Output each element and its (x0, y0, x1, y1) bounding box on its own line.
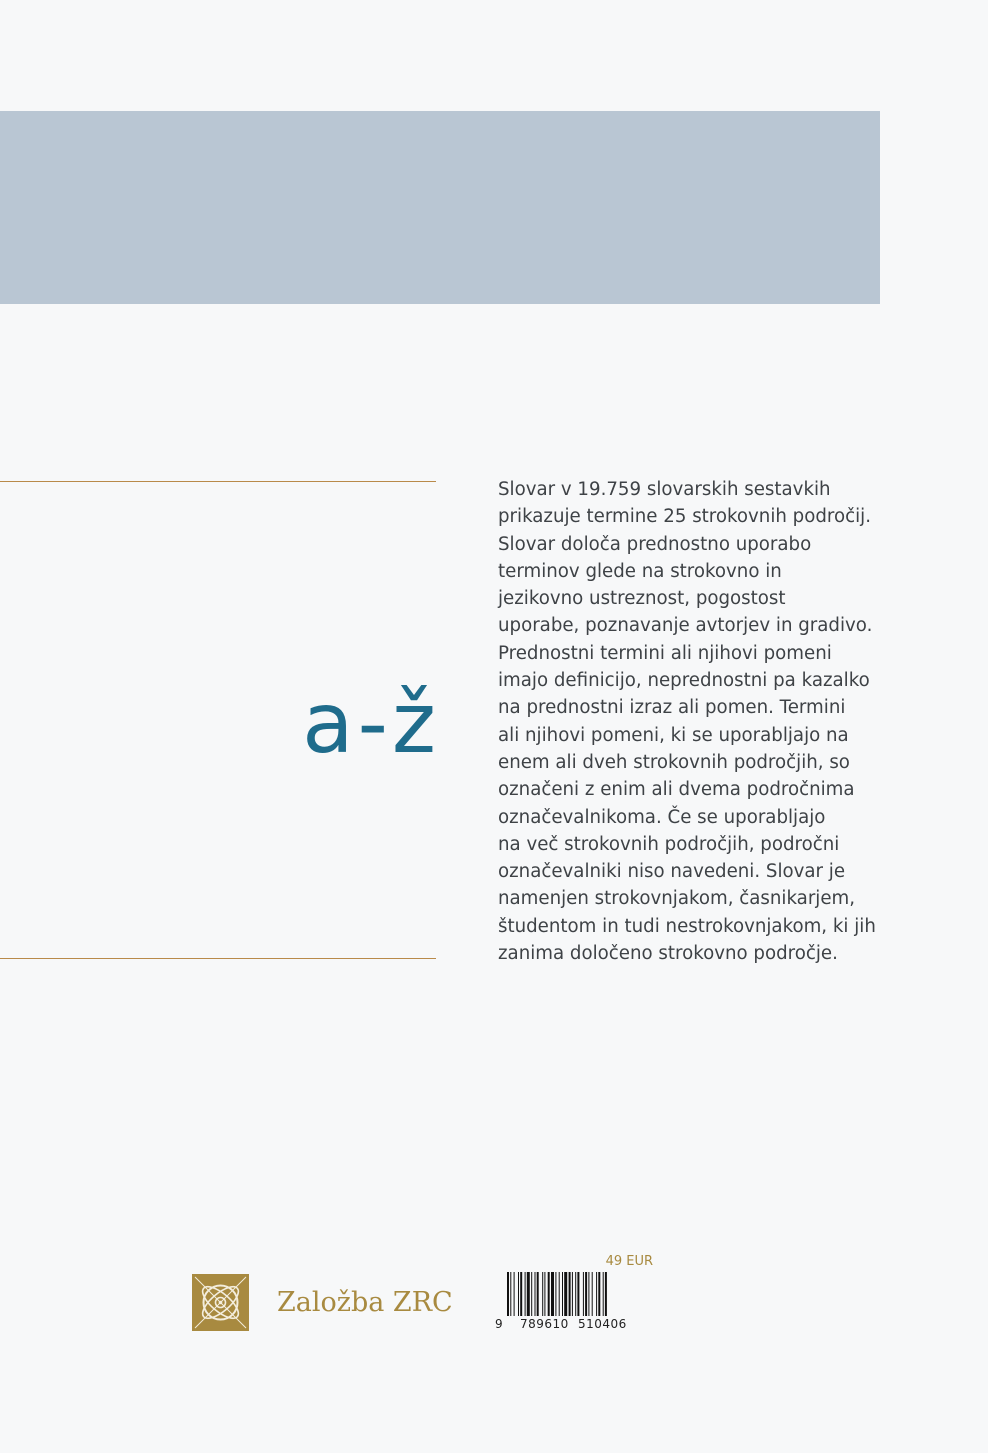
description-line: enem ali dveh strokovnih področjih, so (498, 751, 850, 773)
barcode-bar (562, 1272, 563, 1316)
barcode-bar (583, 1272, 584, 1316)
barcode-bar (577, 1272, 579, 1316)
description-line: namenjen strokovnjakom, časnikarjem, (498, 888, 856, 910)
barcode-bar (537, 1272, 539, 1316)
description-line: imajo definicijo, neprednostni pa kazalko (498, 670, 870, 692)
description-line: Slovar določa prednostno uporabo (498, 533, 812, 555)
description-line: prikazuje termine 25 strokovnih področij. (498, 506, 871, 528)
description-line: Slovar v 19.759 slovarskih sestavkih (498, 479, 831, 500)
barcode-bar (572, 1272, 573, 1316)
description-line: na prednostni izraz ali pomen. Termini (498, 697, 846, 719)
top-divider (0, 481, 436, 482)
bottom-divider (0, 958, 436, 959)
description-line: jezikovno ustreznost, pogostost (498, 588, 786, 610)
description-line: ali njihovi pomeni, ki se uporabljajo na (498, 724, 849, 746)
barcode-bar (585, 1272, 587, 1316)
barcode-lead-digit: 9 (495, 1317, 504, 1331)
barcode-bar (507, 1272, 509, 1316)
barcode-bar (548, 1272, 550, 1316)
barcode-bar (559, 1272, 560, 1316)
description-line: označevalnikoma. Če se uporabljajo (498, 806, 826, 828)
header-band (0, 111, 880, 304)
title-mark: a-ž (302, 674, 440, 772)
description-line: na več strokovnih področjih, področni (498, 833, 840, 855)
barcode-bar (555, 1272, 556, 1316)
barcode-bar (603, 1272, 604, 1316)
barcode-bar (527, 1272, 530, 1316)
price-label: 49 EUR (605, 1254, 653, 1269)
barcode-bar (592, 1272, 593, 1316)
barcode-bar (542, 1272, 543, 1316)
barcode-bar (525, 1272, 526, 1316)
zrc-atom-logo-icon (192, 1274, 249, 1331)
barcode-bar (569, 1272, 571, 1316)
barcode-bar (531, 1272, 532, 1316)
barcode-bar (544, 1272, 545, 1316)
barcode-bar (575, 1272, 576, 1316)
barcode-bar (535, 1272, 536, 1316)
barcode-bar (598, 1272, 600, 1316)
barcode-bar (596, 1272, 597, 1316)
description-line: zanima določeno strokovno področje. (498, 943, 838, 965)
description-line: Prednostni termini ali njihovi pomeni (498, 642, 832, 664)
isbn-barcode (493, 1272, 658, 1322)
description-line: uporabe, poznavanje avtorjev in gradivo. (498, 615, 873, 637)
description-line: terminov glede na strokovno in (498, 560, 782, 582)
barcode-bar (551, 1272, 554, 1316)
barcode-left-digits: 789610 (520, 1317, 569, 1331)
barcode-bar (518, 1272, 519, 1316)
description-text (498, 476, 898, 967)
description-line: označevalniki niso navedeni. Slovar je (498, 861, 846, 883)
barcode-bar (564, 1272, 567, 1316)
description-line: študentom in tudi nestrokovnjakom, ki jih (498, 915, 876, 937)
barcode-bar (588, 1272, 589, 1316)
barcode-bar (605, 1272, 607, 1316)
barcode-right-digits: 510406 (578, 1317, 627, 1331)
publisher-name: Založba ZRC (277, 1287, 453, 1318)
barcode-bar (514, 1272, 515, 1316)
description-line: označeni z enim ali dvema področnima (498, 779, 855, 801)
barcode-bar (520, 1272, 522, 1316)
barcode-bar (510, 1272, 511, 1316)
